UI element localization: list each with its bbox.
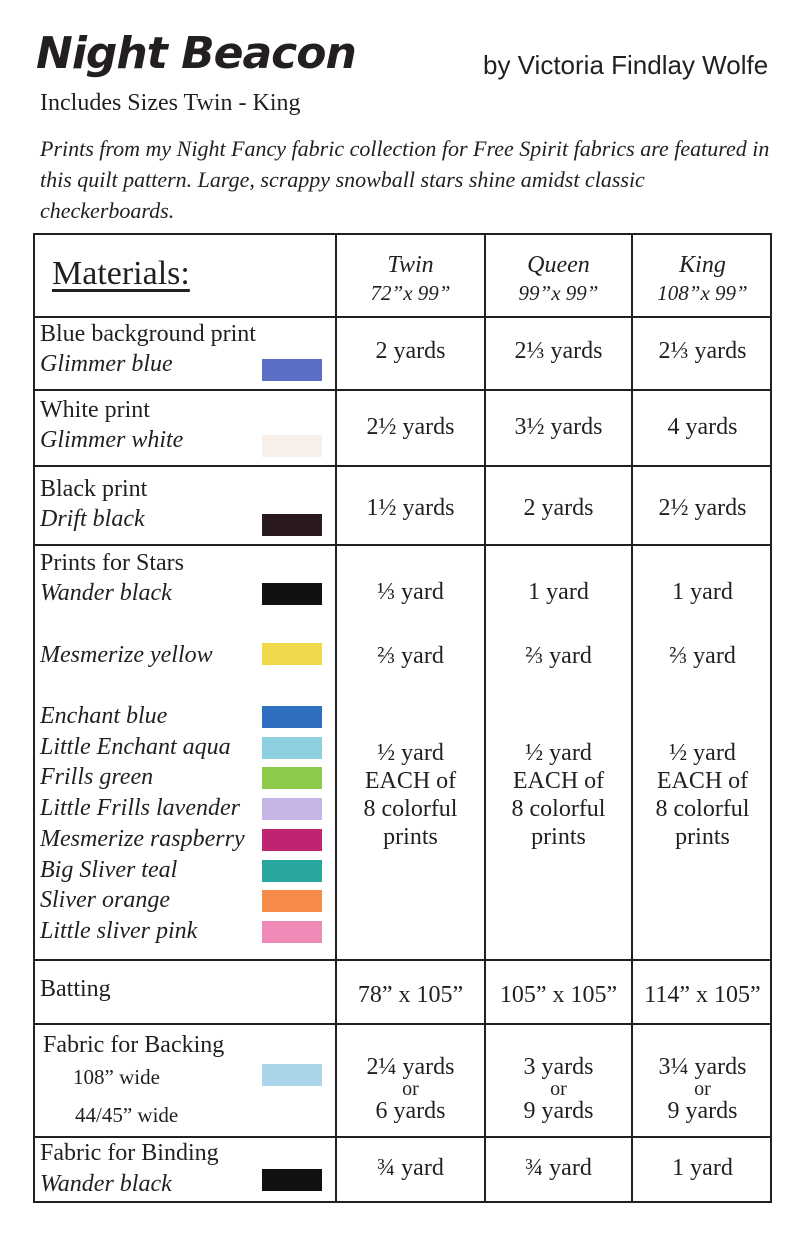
- yardage-108: 2¼ yards: [366, 1054, 455, 1080]
- batting-label: Batting: [40, 976, 111, 1002]
- binding-fabric: Wander black: [40, 1171, 172, 1197]
- blue-yardage: 2⅓ yards: [514, 338, 603, 364]
- yardage-line: ½ yard: [525, 740, 592, 766]
- mesmerize-yardage: ⅔ yard: [669, 643, 736, 669]
- backing-yardage: [337, 1053, 484, 1125]
- row-divider: [35, 544, 770, 546]
- backing-wide-44: 44/45” wide: [75, 1103, 179, 1127]
- glimmer-white-swatch: [262, 435, 322, 457]
- backing-label: Fabric for Backing: [43, 1032, 225, 1058]
- yardage-line: prints: [383, 824, 438, 850]
- blue-yardage: 2⅓ yards: [658, 338, 747, 364]
- wander-yardage: ⅓ yard: [377, 579, 444, 605]
- fabric-swatch: [262, 890, 322, 912]
- fabric-swatch: [262, 737, 322, 759]
- black-yardage: 2½ yards: [658, 495, 747, 521]
- yardage-44: 9 yards: [667, 1098, 738, 1124]
- row-divider: [35, 1023, 770, 1025]
- row-divider: [35, 389, 770, 391]
- assorted-fabric: Enchant blue: [40, 703, 168, 729]
- drift-black-swatch: [262, 514, 322, 536]
- backing-wide-108: 108” wide: [73, 1065, 160, 1089]
- yardage-108: 3 yards: [523, 1054, 594, 1080]
- column-queen: Queen 99”x 99”: [518, 252, 599, 305]
- intro-text: Prints from my Night Fancy fabric collection for Free Spirit fabrics are featured in this quilt pattern. Large, scrappy snowball stars shine amidst classic checkerboards.: [40, 136, 770, 223]
- fabric-swatch: [262, 921, 322, 943]
- yardage-line: 8 colorful: [511, 796, 606, 822]
- assorted-fabric: Little sliver pink: [40, 917, 198, 944]
- binding-yardage: ¾ yard: [377, 1155, 444, 1181]
- yardage-line: 8 colorful: [655, 796, 750, 822]
- batting-size: 105” x 105”: [499, 982, 618, 1008]
- yardage-line: 8 colorful: [363, 796, 458, 822]
- yardage-line: EACH of: [656, 768, 749, 794]
- fabric-swatch: [262, 767, 322, 789]
- batting-size: 114” x 105”: [644, 982, 761, 1008]
- mesmerize-yardage: ⅔ yard: [525, 643, 592, 669]
- yardage-line: EACH of: [512, 768, 605, 794]
- binding-label: Fabric for Binding: [40, 1140, 219, 1166]
- assorted-fabric: Little Frills lavender: [40, 795, 240, 822]
- assorted-fabric: Mesmerize raspberry: [40, 825, 245, 852]
- author: by Victoria Findlay Wolfe: [483, 50, 769, 80]
- row-divider: [35, 1136, 770, 1138]
- fabric-swatch: [262, 860, 322, 882]
- row-divider: [35, 316, 770, 318]
- wander-black-swatch: [262, 583, 322, 605]
- assorted-yardage: [337, 739, 484, 851]
- white-fabric: Glimmer white: [40, 427, 184, 453]
- fabric-swatch: [262, 829, 322, 851]
- yardage-44: 6 yards: [375, 1098, 446, 1124]
- yardage-line: ½ yard: [377, 740, 444, 766]
- yardage-line: prints: [531, 824, 586, 850]
- yardage-line: ½ yard: [669, 740, 736, 766]
- binding-yardage: ¾ yard: [525, 1155, 592, 1181]
- wander-yardage: 1 yard: [528, 579, 589, 605]
- mesmerize-yardage: ⅔ yard: [377, 643, 444, 669]
- row-divider: [35, 959, 770, 961]
- column-king: King 108”x 99”: [657, 252, 748, 305]
- white-yardage: 3½ yards: [514, 414, 603, 440]
- backing-yardage: [486, 1053, 631, 1125]
- binding-yardage: 1 yard: [672, 1155, 733, 1181]
- or-label: or: [550, 1078, 567, 1100]
- blue-fabric: Glimmer blue: [40, 351, 173, 377]
- blue-yardage: 2 yards: [375, 338, 446, 364]
- fabric-swatch: [262, 798, 322, 820]
- assorted-yardage: [633, 739, 772, 851]
- assorted-fabric: Sliver orange: [40, 887, 170, 914]
- white-yardage: 4 yards: [667, 414, 738, 440]
- yardage-line: EACH of: [364, 768, 457, 794]
- mesmerize-yellow-swatch: [262, 643, 322, 665]
- assorted-fabric: Big Sliver teal: [40, 856, 178, 883]
- pattern-title: Night Beacon: [36, 28, 356, 79]
- black-yardage: 2 yards: [523, 495, 594, 521]
- wander-yardage: 1 yard: [672, 579, 733, 605]
- yardage-line: prints: [675, 824, 730, 850]
- white-label: White print: [40, 397, 150, 423]
- assorted-fabric: Frills green: [40, 764, 154, 791]
- binding-swatch: [262, 1169, 322, 1191]
- white-yardage: 2½ yards: [366, 414, 455, 440]
- wander-fabric: Wander black: [40, 580, 172, 606]
- or-label: or: [402, 1078, 419, 1100]
- black-label: Black print: [40, 476, 148, 502]
- backing-swatch: [262, 1064, 322, 1086]
- glimmer-blue-swatch: [262, 359, 322, 381]
- yardage-108: 3¼ yards: [658, 1054, 747, 1080]
- black-yardage: 1½ yards: [366, 495, 455, 521]
- or-label: or: [694, 1078, 711, 1100]
- stars-label: Prints for Stars: [40, 550, 184, 576]
- black-fabric: Drift black: [40, 506, 145, 532]
- mesmerize-fabric: Mesmerize yellow: [40, 642, 213, 668]
- sizes-note: Includes Sizes Twin - King: [40, 90, 301, 116]
- materials-heading: Materials:: [52, 255, 190, 292]
- column-twin: Twin 72”x 99”: [370, 252, 451, 305]
- assorted-yardage: [486, 739, 631, 851]
- yardage-44: 9 yards: [523, 1098, 594, 1124]
- batting-size: 78” x 105”: [357, 982, 464, 1008]
- assorted-fabric: Little Enchant aqua: [40, 733, 231, 760]
- fabric-swatch: [262, 706, 322, 728]
- backing-yardage: [633, 1053, 772, 1125]
- materials-table: [33, 233, 772, 1203]
- row-divider: [35, 465, 770, 467]
- blue-label: Blue background print: [40, 321, 256, 347]
